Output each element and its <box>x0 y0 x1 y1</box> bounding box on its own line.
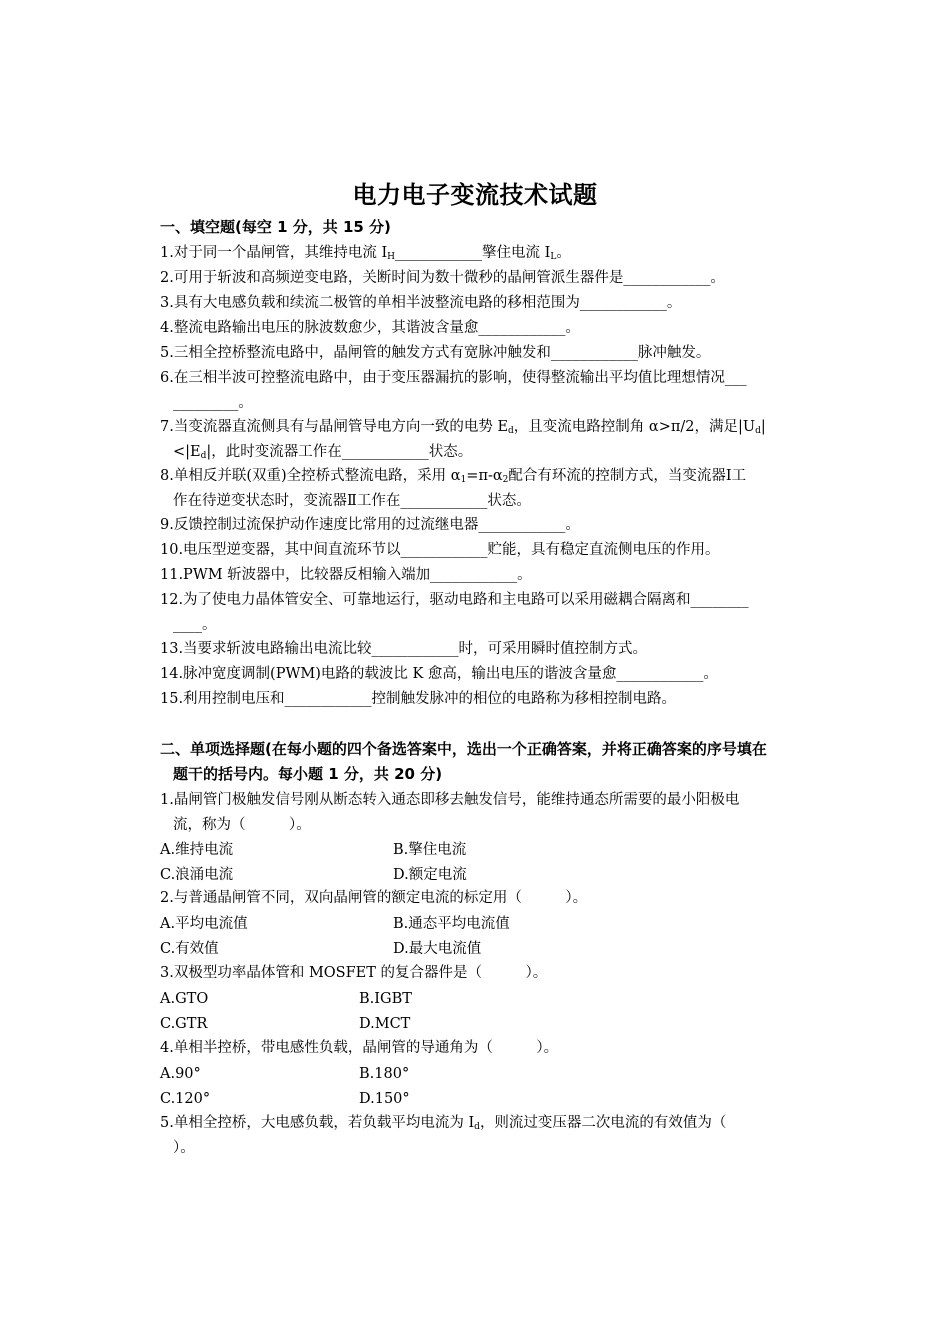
question-1-11: 11.PWM 斩波器中，比较器反相输入端加____________。 <box>160 567 532 583</box>
option-2-3-b: B.IGBT <box>359 991 412 1007</box>
option-2-1-d: D.额定电流 <box>393 867 467 883</box>
question-1-4: 4.整流电路输出电压的脉波数愈少，其谐波含量愈____________。 <box>160 320 580 336</box>
question-1-7: 7.当变流器直流侧具有与晶闸管导电方向一致的电势 $E_d$，且变流电路控制角 α>π/2，满足$|U_d|$ $<|E_d|$，此时变流器工作在____________状态。 <box>160 419 766 461</box>
question-1-1: 1.对于同一个晶闸管，其维持电流 $I_H\_\_\_\_\_\_\_\_\_\_\_\_$擎住电流 $I_L$。 <box>160 245 571 262</box>
question-1-8: 8.单相反并联(双重)全控桥式整流电路，采用 $\alpha_1=\pi-\alpha_2$配合有环流的控制方式，当变流器Ⅰ工 作在待逆变状态时，变流器Ⅱ工作在____________状态。 <box>160 468 747 509</box>
section-1-heading: 一、填空题(每空 1 分，共 15 分) <box>160 218 391 236</box>
question-2-2: 2.与普通晶闸管不同，双向晶闸管的额定电流的标定用（ ）。 <box>160 890 588 906</box>
option-2-2-d: D.最大电流值 <box>393 941 482 957</box>
question-1-10: 10.电压型逆变器，其中间直流环节以____________贮能，具有稳定直流侧电压的作用。 <box>160 542 720 558</box>
question-2-4: 4.单相半控桥，带电感性负载，晶闸管的导通角为（ ）。 <box>160 1040 559 1056</box>
option-2-4-a: A.90° <box>160 1066 201 1082</box>
option-2-1-b: B.擎住电流 <box>393 842 467 858</box>
question-1-6: 6.在三相半波可控整流电路中，由于变压器漏抗的影响，使得整流输出平均值比理想情况___ _________。 <box>160 370 747 411</box>
option-2-1-c: C.浪涌电流 <box>160 867 234 883</box>
question-1-5: 5.三相全控桥整流电路中，晶闸管的触发方式有宽脉冲触发和____________脉冲触发。 <box>160 345 711 361</box>
question-2-3: 3.双极型功率晶体管和 MOSFET 的复合器件是（ ）。 <box>160 965 548 981</box>
question-1-15: 15.利用控制电压和____________控制触发脉冲的相位的电路称为移相控制电路。 <box>160 691 677 707</box>
question-1-9: 9.反馈控制过流保护动作速度比常用的过流继电器____________。 <box>160 517 580 533</box>
section-2-heading: 二、单项选择题(在每小题的四个备选答案中，选出一个正确答案，并将正确答案的序号填在 题干的括号内。每小题 1 分，共 20 分) <box>160 740 767 783</box>
question-2-1: 1.晶闸管门极触发信号刚从断态转入通态即移去触发信号，能维持通态所需要的最小阳极电 流，称为（ ）。 <box>160 792 740 833</box>
option-2-3-d: D.MCT <box>359 1016 411 1032</box>
option-2-2-a: A.平均电流值 <box>160 916 248 932</box>
question-1-3: 3.具有大电感负载和续流二极管的单相半波整流电路的移相范围为____________。 <box>160 295 682 311</box>
option-2-4-d: D.150° <box>359 1091 410 1107</box>
option-2-3-a: A.GTO <box>160 991 209 1007</box>
question-1-2: 2.可用于斩波和高频逆变电路，关断时间为数十微秒的晶闸管派生器件是____________。 <box>160 270 725 286</box>
option-2-2-b: B.通态平均电流值 <box>393 916 510 932</box>
question-2-5: 5.单相全控桥，大电感负载，若负载平均电流为 $I_d$，则流过变压器二次电流的有效值为（ ）。 <box>160 1115 727 1156</box>
option-2-4-c: C.120° <box>160 1091 211 1107</box>
question-1-12: 12.为了使电力晶体管安全、可靠地运行，驱动电路和主电路可以采用磁耦合隔离和________ ____。 <box>160 592 749 633</box>
option-2-2-c: C.有效值 <box>160 941 219 957</box>
question-1-13: 13.当要求斩波电路输出电流比较____________时，可采用瞬时值控制方式。 <box>160 641 648 657</box>
option-2-4-b: B.180° <box>359 1066 410 1082</box>
page-title: 电力电子变流技术试题 <box>352 181 598 209</box>
option-2-3-c: C.GTR <box>160 1016 208 1032</box>
option-2-1-a: A.维持电流 <box>160 842 234 858</box>
question-1-14: 14.脉冲宽度调制(PWM)电路的载波比 K 愈高，输出电压的谐波含量愈____________。 <box>160 666 718 682</box>
